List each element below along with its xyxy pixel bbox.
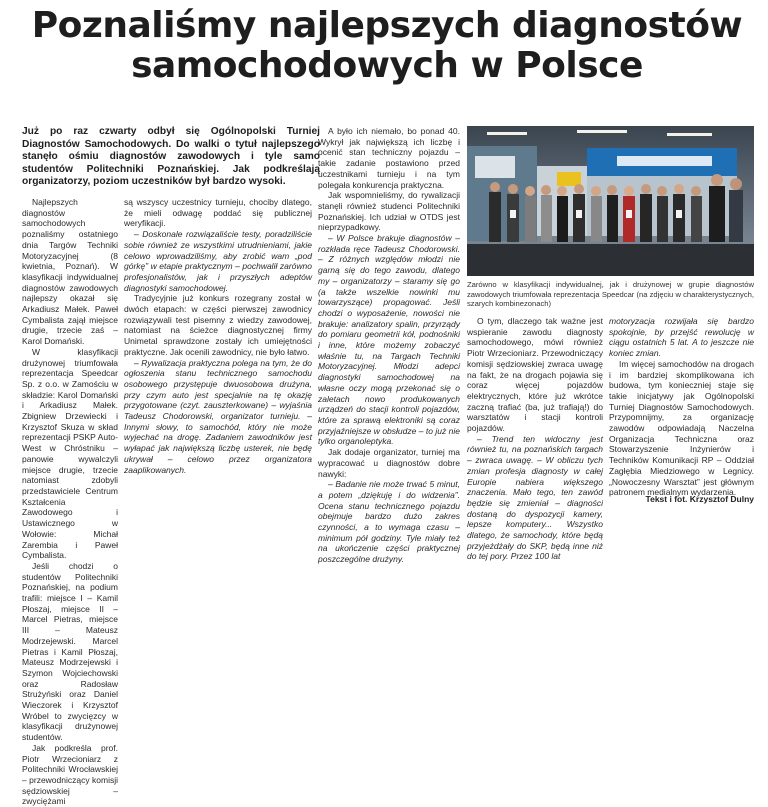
article-lead: Już po raz czwarty odbył się Ogólnopolski Turniej Diagnostów Samochodowych. Do walki o tytuł najlepszego stanęło ośmiu diagnostów zawodowych i tyle samo studentów Politechniki Poznańskiej. Jak podkreślają organizatorzy, poziom uczestników był bardzo wysoki. [22, 126, 320, 188]
paragraph: Jak wspomnieliśmy, do rywalizacji stanęli również studenci Politechniki Poznańskiej. Ich udział w OTDS jest nieprzypadkowy. [318, 190, 460, 233]
quote-paragraph: – Rywalizacja praktyczna polega na tym, że do ogłoszenia stanu technicznego samochodu osobowego przystępuje dwuosobowa drużyna, przy czym auto jest specjalnie na tę okazję przygotowane (czyt. zauszterkowane) – wyjaśnia Tadeusz Chodorowski, organizator turnieju. – Innymi słowy, to samochód, który nie może wyjechać na drogę. Zadaniem zawodników jest wyłapać jak największą liczbę usterek, nie będę ukrywał – celowo przez organizatora zaaplikowanych. [124, 357, 312, 475]
quote-paragraph: – Trend ten widoczny jest również tu, na poznańskich targach – zwraca uwagę. – W obliczu tych zmian profesja diagnosty w całej Europie nabiera większego znaczenia. Mało tego, ten zawód będzie się zmieniał – diagności dostaną do dyspozycji kamery, lepsze komputery... Wszystko dlatego, że samochody, które będą przyjeżdżały do SKP, będą inne niż do tej pory. Przez 100 lat [467, 433, 603, 562]
award-ceremony-illustration [467, 126, 754, 276]
text-column-3 [318, 126, 460, 565]
quote-paragraph: motoryzacja rozwijała się bardzo spokojnie, by przejść rewolucję w ciągu ostatnich 5 lat. A to jeszcze nie koniec zmian. [609, 316, 754, 359]
headline-line-2: samochodowych w Polsce [131, 45, 643, 86]
author-credit: Tekst i fot. Krzysztof Dulny [645, 494, 754, 504]
paragraph: Najlepszych diagnostów samochodowych poznaliśmy ostatniego dnia Targów Techniki Motoryzacyjnej (8 kwietnia, Poznań). W klasyfikacji indywidualnej diagnostów zawodowych najlepszy okazał się Arkadiusz Małek. Paweł Cymbalista zajął miejsce drugie, trzecie zaś – Karol Domański. [22, 197, 118, 347]
article-headline [22, 6, 752, 86]
paragraph: O tym, dlaczego tak ważne jest wspieranie zawodu diagnosty samochodowego, mówi również Piotr Wrzecioniarz. Przewodniczący komisji sędziowskiej zwraca uwagę na fakt, że na drogach pojawia się coraz więcej pojazdów elektrycznych, które już wkrótce zaczną trafiać (ba, już trafiają!) do warsztatów i stacji kontroli pojazdów. [467, 316, 603, 434]
text-column-2 [124, 197, 312, 475]
paragraph: Jeśli chodzi o studentów Politechniki Poznańskiej, na podium trafili: miejsce I – Kamil Płoszaj, miejsce II – Marcel Pietras, miejsce III – Mateusz Modrzejewski. Marcel Pietras i Kamil Płoszaj, Mateusz Modrzejewski i Szymon Wojciechowski oraz Radosław Strużyński oraz Daniel Wieczorek i Krzysztof Wróbel to zwycięzcy w klasyfikacji drużynowej studentów. [22, 560, 118, 743]
quote-paragraph: – W Polsce brakuje diagnostów – rozkłada ręce Tadeusz Chodorowski. – Z różnych względów młodzi nie garną się do tego zawodu, dlatego my – organizatorzy – staramy się go (a także wszelkie nowinki mu towarzyszące) propagować. Jeśli chodzi o wyposażenie, nowości nie brakuje: analizatory spalin, przyrządy do pomiaru geometrii kół, podnośniki i inne, które możemy zobaczyć właśnie tu, na Targach Techniki Motoryzacyjnej. Młodzi adepci diagnostyki samochodowej na własne oczy mogą przekonać się o zaletach nowo produkowanych urządzeń do stacji kontroli pojazdów, które za sprawą elektroniki są coraz przyjaźniejsze w obsłudze – to już nie tylko organoleptyka. [318, 233, 460, 447]
quote-paragraph: – Doskonale rozwiązaliście testy, poradziliście sobie również ze wszystkimi utrudnieniami, jakie celowo wprowadziliśmy, aby zrobić wam „pod górkę” w etapie praktycznym – pochwalił zarówno profesjonalistów, jak i przyszłych adeptów diagnostyki samochodowej. [124, 229, 312, 293]
paragraph: A było ich niemało, bo ponad 40. Wykrył jak największą ich liczbę i ocenić stan techniczny pojazdu – takie zadanie postawiono przed uczestnikami turnieju i na tym polegała konkurencja praktyczna. [318, 126, 460, 190]
paragraph: Tradycyjnie już konkurs rozegrany został w dwóch etapach: w części pierwszej zawodnicy rozwiązywali test pisemny z wiedzy zawodowej, natomiast na ścieżce diagnostycznej firmy Unimetal sprawdzone zostały ich umiejętności praktyczne. Jak ocenili zawodnicy, nie było łatwo. [124, 293, 312, 357]
text-column-1 [22, 197, 118, 807]
award-ceremony-photo [467, 126, 754, 276]
photo-caption: Zarówno w klasyfikacji indywidualnej, jak i drużynowej w grupie diagnostów zawodowych triumfowała reprezentacja Speedcar (na zdjęciu w charakterystycznych, szarych kombinezonach) [467, 280, 754, 309]
paragraph: Jak podkreśla prof. Piotr Wrzecioniarz z Politechniki Wrocławskiej – przewodniczący komisji sędziowskiej – zwyciężami [22, 742, 118, 807]
text-column-5 [609, 316, 754, 498]
text-column-4 [467, 316, 603, 562]
quote-paragraph: – Badanie nie może trwać 5 minut, a potem „dziękuję i do widzenia”. Ocena stanu technicznego pojazdu obejmuje bardzo dużo zakres czynności, a to wymaga czasu – minimum pół godziny. Tyle miały też na ukończenie części praktycznej poszczególne drużyny. [318, 479, 460, 565]
paragraph: Jak dodaje organizator, turniej ma wypracować u diagnostów dobre nawyki: [318, 447, 460, 479]
headline-line-1: Poznaliśmy najlepszych diagnostów [31, 5, 743, 46]
paragraph: W klasyfikacji drużynowej triumfowała reprezentacja Speedcar Sp. z o.o. w Zamościu w składzie: Karol Domański i Arkadiusz Małek. Zbigniew Drzewiecki i Krzysztof Skuza w skład reprezentacji PSKP Auto-West w Chróstniku – panowie wywalczyli miejsce drugie, trzecie natomiast zdobyli przedstawiciele Centrum Kształcenia Zawodowego i Ustawicznego w Wołowie: Michał Zarembia i Paweł Cymbalista. [22, 346, 118, 561]
paragraph: Im więcej samochodów na drogach i im bardziej skomplikowana ich budowa, tym konieczniej staje się takie inicjatywy jak Ogólnopolski Turniej Diagnostów Samochodowych. Przypomnijmy, za organizację zawodów odpowiadają Naczelna Organizacja Techniczna oraz Stowarzyszenie Inżynierów i Techników Komunikacji RP – Oddział Zagłębia Miedziowego w Legnicy. „Nowoczesny Warsztat” jest głównym patronem medialnym wydarzenia. [609, 358, 754, 498]
paragraph: są wszyscy uczestnicy turnieju, chociby dlatego, że mieli odwagę poddać się publicznej weryfikacji. [124, 197, 312, 229]
